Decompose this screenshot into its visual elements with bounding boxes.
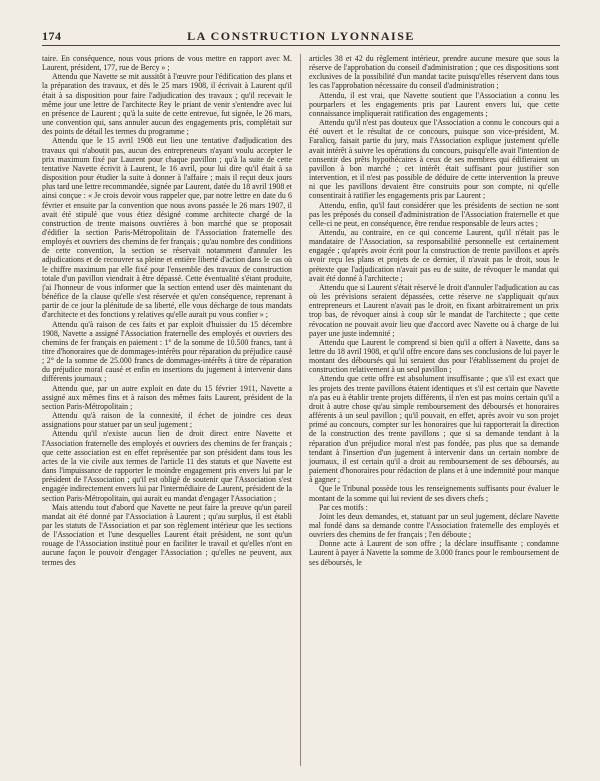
paragraph: Que le Tribunal possède tous les renseignements suffisants pour évaluer le montant de la somme qui lui revient de ses divers chefs ;	[309, 484, 559, 503]
paragraph: Attendu qu'il n'existe aucun lien de droit direct entre Navette et l'Association fraternelle des employés et ouvriers des chemins de fer français ; que cette association est en effet représentée par son président dans tous les actes de la vie civile aux termes de l'article 11 des statuts et que Navette est dans l'impuissance de rapporter le moindre engagement pris envers lui par le président de l'Association ; qu'il est obligé de soutenir que l'Association s'est engagée indirectement envers lui par l'intermédiaire de Laurent, président de la section Paris-Métropolitain, qui aurait eu mandat d'engager l'Association ;	[42, 429, 292, 503]
paragraph: Attendu qu'il n'est pas douteux que l'Association a connu le concours qui a été ouvert et le résultat de ce concours, puisque son vice-président, M. Faralicq, faisait partie du jury, mais l'Association explique justement qu'elle avait intérêt à suivre les opérations du concours, puisqu'elle avait l'intention de consentir des prêts hypothécaires à ceux de ses membres qui édifieraient un pavillon à bon marché ; cet intérêt était suffisant pour justifier son intervention, et il n'est pas possible de déduire de cette intervention la preuve ni que les pavillons devaient être construits pour son compte, ni qu'elle consentirait à ratifier les engagements pris par Laurent ;	[309, 118, 559, 201]
paragraph: Mais attendu tout d'abord que Navette ne peut faire la preuve qu'un pareil mandat ait été donné par l'Association à Laurent ; qu'au surplus, il est établi par les statuts de l'Association et par son règlement intérieur que les sections de l'Association et l'une desquelles Laurent était président, ne sont qu'un rouage de l'Association institué pour en faciliter le travail et qu'elles n'ont en aucune façon le pouvoir d'engager l'Association ; qu'elles ne peuvent, aux termes des	[42, 502, 292, 567]
right-column	[309, 54, 559, 766]
paragraph: Par ces motifs :	[319, 502, 368, 512]
paragraph: Attendu que cette offre est absolument insuffisante ; que s'il est exact que les projets des trente pavillons étaient identiques et s'il est certain que Navette n'a pas eu à établir trente projets différents, il n'en est pas moins certain qu'il a droit à autre chose qu'au simple remboursement des déboursés et honoraires afférents à un seul pavillon ; qu'il pouvait, en effet, après avoir vu son projet primé au concours, compter sur les honoraires que lui rapporterait la direction de la construction des trente pavillons ; que si sa demande tendant à la réparation d'un préjudice moral n'est pas fondée, pas plus que sa demande tendant à l'insertion d'un jugement à intervenir dans un certain nombre de journaux, il est certain qu'il a droit au remboursement de ses déboursés, au paiement d'honoraires pour rédaction de plans et à une indemnité pour manque à gagner ;	[309, 374, 559, 485]
page-number: 174	[42, 29, 62, 43]
paragraph: Attendu que, par un autre exploit en date du 15 février 1911, Navette a assigné aux mêmes fins et à raison des mêmes faits Laurent, président de la section Paris-Métropolitain ;	[42, 383, 292, 411]
paragraph: Attendu, il est vrai, que Navette soutient que l'Association a connu les pourparlers et les engagements pris par Laurent envers lui, que cette connaissance impliquerait ratification des engagements ;	[309, 90, 559, 118]
paragraph: articles 38 et 42 du règlement intérieur, prendre aucune mesure que sous la réserve de l'approbation du conseil d'administration ; que ces dispositions sont exclusives de la possibilité d'un mandat tacite puisqu'elles réservent dans tous les cas l'approbation nécessaire du conseil d'administration ;	[309, 54, 559, 91]
paragraph: taire. En conséquence, nous vous prions de vous mettre en rapport avec M. Laurent, président, 177, rue de Bercy » ;	[42, 54, 292, 73]
paragraph: Attendu que le 15 avril 1908 eut lieu une tentative d'adjudication des travaux qui n'aboutit pas, aucun des entrepreneurs n'ayant voulu accepter le prix maximum fixé par Laurent pour chaque pavillon ; qu'à la suite de cette tentative Navette écrivit à Laurent, le 16 avril, pour lui dire qu'il était à sa disposition pour étudier la suite à donner à l'affaire ; mais il reçut deux jours plus tard une lettre recommandée, signée par Laurent, datée du 18 avril 1908 et ainsi conçue : « Je crois devoir vous rappeler que, par notre lettre en date du 6 février et ensuite par la convention que nous avons passée le 26 mars 1907, il avait été stipulé que vous étiez désigné comme architecte chargé de la construction de trente maisons ouvrières à bon marché que se proposait d'édifier la section Paris-Métropolitain de l'Association fraternelle des employés et ouvriers des chemins de fer français ; qu'au nombre des conditions de cette convention, la section se réservait notamment d'annuler les adjudications et de recouvrer sa pleine et entière liberté d'action dans le cas où le chiffre maximum par elle fixé pour l'ensemble des travaux de construction totale d'un pavillon viendrait à être dépassé. Cette éventualité s'étant produite, j'ai l'honneur de vous informer que la section entend user dès maintenant du bénéfice de la clause qu'elle s'est réservée et qu'en conséquence, reprenant à partir de ce jour la plénitude de sa liberté, elle vous décharge de tous mandats d'architecte et des fonctions y relatives qu'elle aurait pu vous confier » ;	[42, 136, 292, 320]
paragraph: Attendu que Navette se mit aussitôt à l'œuvre pour l'édification des plans et la préparation des travaux, et dès le 25 mars 1908, il écrivait à Laurent qu'il était à sa disposition pour faire l'adjudication des travaux ; qu'il recevait le même jour une lettre de l'architecte Rey le priant de venir s'entendre avec lui en présence de Laurent ; qu'à la suite de cette entrevue, fut signée, le 26 mars, une convention qui, sans annuler aucun des engagements pris, complétait sur des points de détail les termes du programme ;	[42, 72, 292, 137]
column-divider	[300, 54, 301, 766]
paragraph: Joint les deux demandes, et, statuant par un seul jugement, déclare Navette mal fondé dans sa demande contre l'Association fraternelle des employés et ouvriers des chemins de fer français ; l'en déboute ;	[309, 511, 559, 540]
paragraph: Attendu que si Laurent s'était réservé le droit d'annuler l'adjudication au cas où les prévisions seraient dépassées, cette réserve ne s'appliquait qu'aux entrepreneurs et Laurent n'avait pas le droit, en fixant arbitrairement un prix trop bas, de révoquer ainsi à coup sûr le mandat de l'architecte ; que cette révocation ne pouvait avoir lieu que d'accord avec Navette ou à charge de lui payer une juste indemnité ;	[309, 282, 559, 338]
article-body	[42, 54, 560, 766]
paragraph: Attendu qu'à raison de ces faits et par exploit d'huissier du 15 décembre 1908, Navette a assigné l'Association fraternelle des employés et ouvriers des chemins de fer français en paiement : 1° de la somme de 10.500 francs, tant à titre d'honoraires que de dommages-intérêts pour réparation du préjudice causé ; 2° de la somme de 25.000 francs de dommages-intérêts à titre de réparation du préjudice moral causé et enfin en insertions du jugement à intervenir dans différents journaux ;	[42, 319, 292, 384]
paragraph: Attendu, enfin, qu'il faut considérer que les présidents de section ne sont pas les préposés du conseil d'administration de l'Association fraternelle et que celle-ci ne peut, en conséquence, être rendue responsable de leurs actes ;	[309, 200, 559, 228]
left-column	[42, 54, 292, 766]
journal-title: LA CONSTRUCTION LYONNAISE	[187, 29, 415, 43]
paragraph: Donne acte à Laurent de son offre ; la déclare insuffisante ; condamne Laurent à payer à Navette la somme de 3.000 francs pour le remboursement de ses déboursés, le	[309, 539, 559, 567]
paragraph: Attendu, au contraire, en ce qui concerne Laurent, qu'il n'était pas le mandataire de l'Association, sa responsabilité personnelle est certainement engagée ; qu'après avoir écrit pour la construction de trente pavillons et après avoir reçu les plans et projets de ce dernier, il n'avait pas le droit, sous le prétexte que l'adjudication n'avait pas eu de suite, de révoquer le mandat qui avait été donné à l'architecte ;	[309, 227, 559, 283]
paragraph: Attendu qu'à raison de la connexité, il échet de joindre ces deux assignations pour statuer par un seul jugement ;	[42, 411, 292, 430]
page-header	[42, 29, 560, 46]
paragraph: Attendu que Laurent le comprend si bien qu'il a offert à Navette, dans sa lettre du 18 avril 1908, et qu'il offre encore dans ses conclusions de lui payer le montant des déboursés qui lui seraient dus pour l'établissement du projet de construction relativement à un seul pavillon ;	[309, 337, 559, 375]
